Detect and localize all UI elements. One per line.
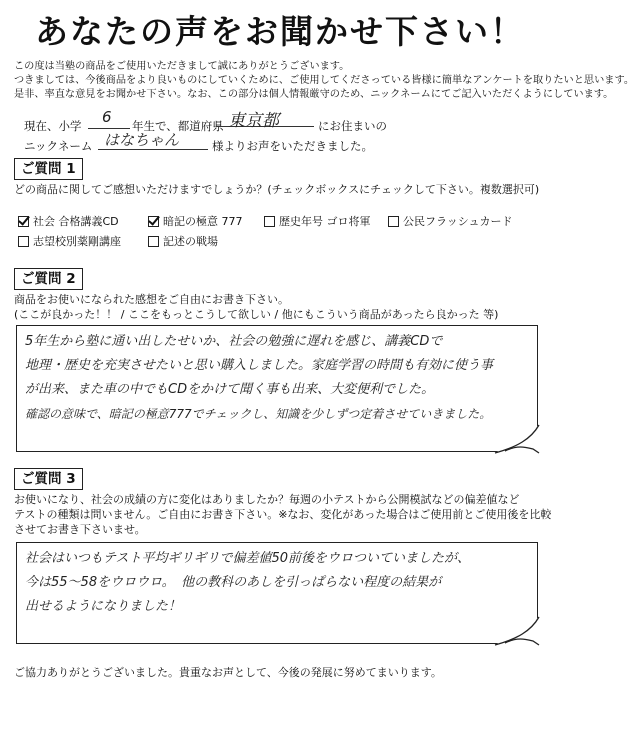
q2-text-line: 商品をお使いになられた感想をご自由にお書き下さい。 [14,293,289,306]
answer-line: 今は55〜58をウロウロ。 他の教科のあしを引っぱらない程度の結果が [25,575,442,590]
checkbox[interactable] [264,216,275,227]
nickname-label: ニックネーム [24,139,93,153]
checkbox[interactable] [148,216,159,227]
nickname-value: はなちゃん [104,131,180,149]
page-title: あなたの声をお聞かせ下さい！ [35,12,525,51]
footer-thanks: ご協力ありがとうございました。貴重なお声として、今後の発展に努めてまいります。 [14,666,442,679]
option-label: 歴史年号 ゴロ将軍 [279,215,371,228]
option-school-course[interactable] [18,233,121,249]
q3-text-line: テストの種類は問いません。ご自由にお書き下さい。※なお、変化があった場合はご使用前とご使用後を比較 [14,508,552,521]
q3-text-line: お使いになり、社会の成績の方に変化はありましたか？毎週の小テストから公開模試などの偏差値など [14,493,520,506]
option-label: 志望校別薬剛講座 [33,235,121,248]
answer-line: が出来、また車の中でもCDをかけて聞く事も出来、大変便利でした。 [25,382,435,397]
answer-line: 確認の意味で、暗記の極意777でチェックし、知識を少しずつ定着させていきました。 [25,407,492,421]
prefecture-suffix: にお住まいの [318,119,387,133]
q3-answer-box[interactable] [16,542,538,644]
page-curl-icon [495,617,539,645]
checkbox[interactable] [388,216,399,227]
checkbox[interactable] [18,236,29,247]
page-curl-icon [495,425,539,453]
answer-line: 出せるようになりました！ [25,599,182,614]
q1-label: ご質問 1 [14,158,83,180]
intro-text [14,60,634,102]
q1-text: どの商品に関してご感想いただけますでしょうか？(チェックボックスにチェックして下さい。複数選択可) [14,183,540,196]
intro-line: つきましては、今後商品をより良いものにしていくために、ご使用してくださっている皆様に簡単なアンケートを取りたいと思います。 [14,75,634,86]
nickname-field [98,131,208,150]
answer-line: 社会はいつもテスト平均ギリギリで偏差値50前後をウロついていましたが、 [25,551,471,566]
grade-prefix: 現在、小学 [24,119,82,133]
grade-value: 6 [102,108,112,126]
checkbox[interactable] [18,216,29,227]
q2-text-line: (ここが良かった！！ / ここをもっとこうして欲しい / 他にもこういう商品があったら良かった 等) [14,308,499,321]
intro-line: この度は当塾の商品をご使用いただきまして誠にありがとうございます。 [14,61,350,72]
q2-answer-box[interactable] [16,325,538,452]
option-label: 暗記の極意 777 [163,215,243,228]
intro-line: 是非、率直な意見をお聞かせ下さい。なお、この部分は個人情報厳守のため、ニックネームにてご記入いただくようにしています。 [14,89,614,100]
nickname-suffix: 様よりお声をいただきました。 [212,139,373,153]
option-anki-777[interactable] [148,213,243,229]
option-civics-cards[interactable] [388,213,513,229]
answer-line: 5年生から塾に通い出したせいか、社会の勉強に遅れを感じ、講義CDで [25,334,443,349]
option-history-goro[interactable] [264,213,371,229]
q3-label: ご質問 3 [14,468,83,490]
option-social-cd[interactable] [18,213,119,229]
grade-suffix: 年生で、都道府県 [132,119,224,133]
prefecture-field [216,108,314,131]
option-label: 社会 合格講義CD [33,215,119,228]
option-label: 記述の戦場 [163,235,218,248]
option-label: 公民フラッシュカード [403,215,513,228]
checkbox[interactable] [148,236,159,247]
q2-label: ご質問 2 [14,268,83,290]
answer-line: 地理・歴史を充実させたいと思い購入しました。家庭学習の時間も有効に使う事 [25,358,494,373]
option-essay[interactable] [148,233,218,249]
grade-field [88,110,130,129]
prefecture-value: 東京都 [228,111,279,131]
q3-text-line: させてお書き下さいませ。 [14,523,146,536]
